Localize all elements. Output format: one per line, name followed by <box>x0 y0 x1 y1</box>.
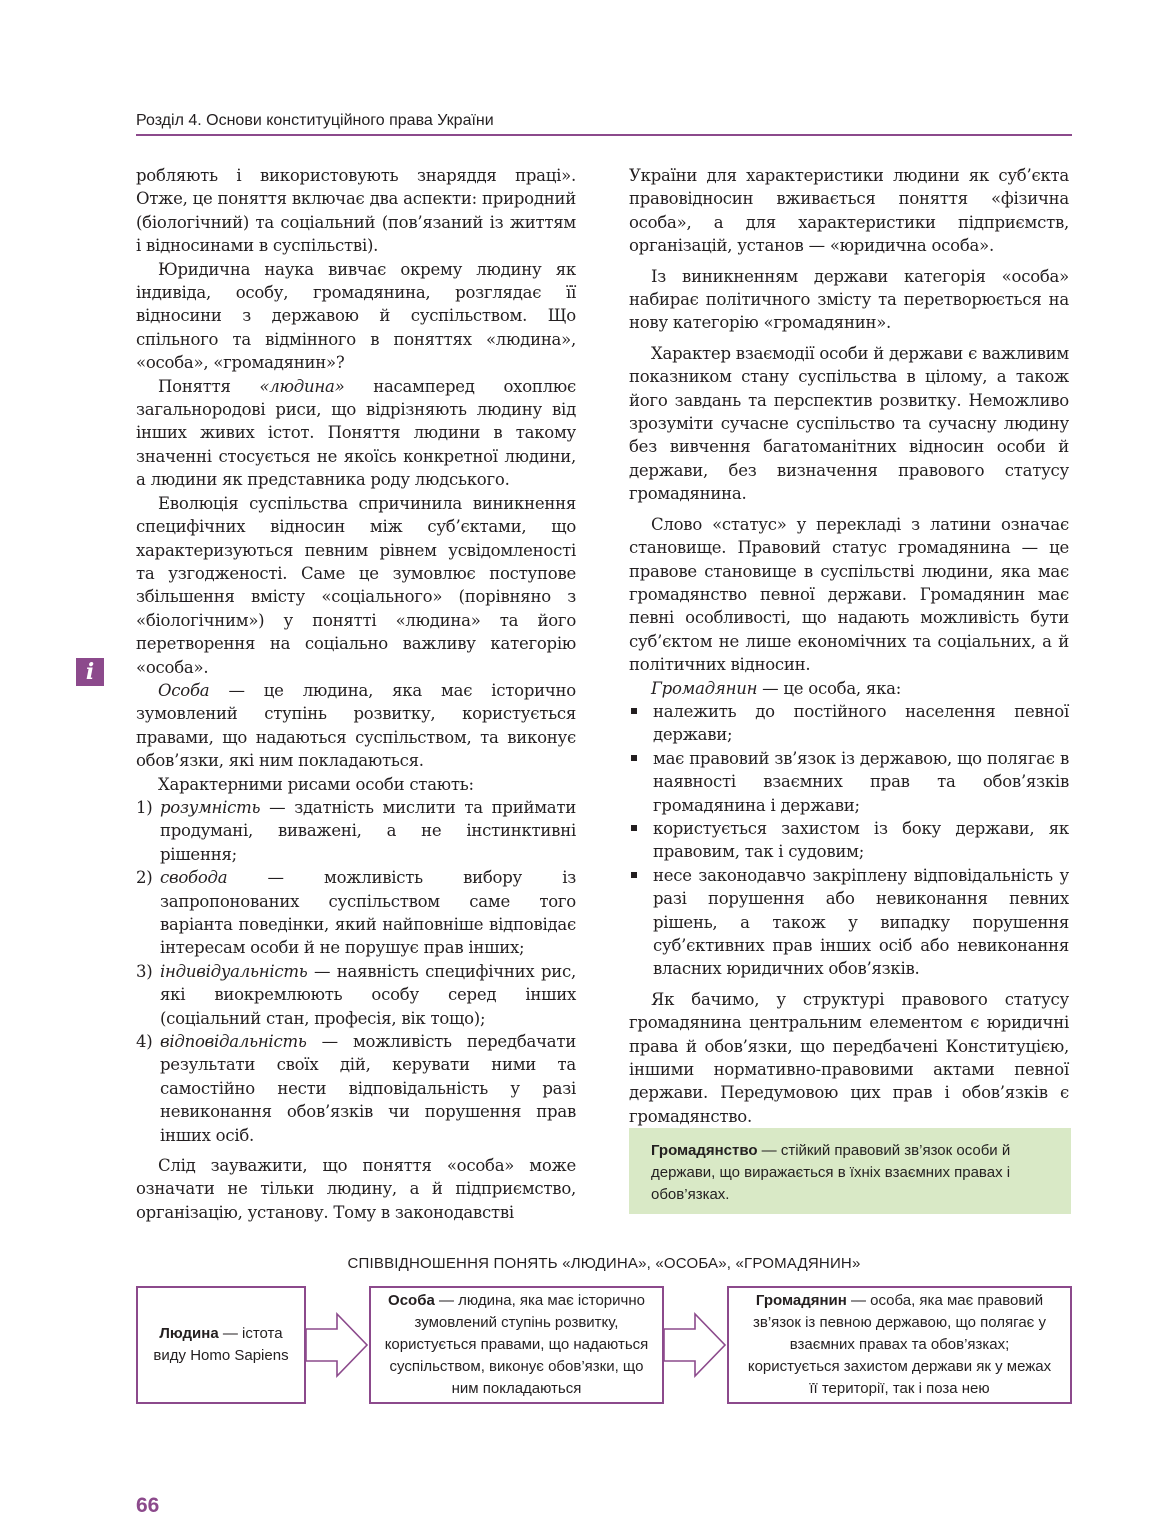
definition-box <box>629 1128 1071 1214</box>
emphasis: індивідуальність <box>160 961 308 981</box>
citizen-features-list <box>629 700 1069 981</box>
text-run: Поняття <box>158 376 260 396</box>
paragraph: Слід зауважити, що поняття «особа» може означати не тільки людину, а й підприємство, організацію, установу. Тому в законодавстві <box>136 1156 576 1222</box>
paragraph: Еволюція суспільства спричинила виникнення специфічних відносин між суб’єктами, що характеризуються певним рівнем усвідомленості та узгодженості. Саме це зумовлює поступове збільшення вмісту «соціального» (порівняно з «біологічним») у понятті «людина» та його перетворення на соціально важливу категорію «особа». <box>136 493 576 677</box>
list-number: 2) <box>136 868 153 888</box>
emphasis: Громадянин <box>651 678 758 698</box>
scheme-box-citizen <box>727 1286 1072 1404</box>
scheme-text: — людина, яка має історично зумовлений ступінь розвитку, користується правами, що надаються суспільством, виконує обов’язки, що ним покладаються <box>384 1292 649 1397</box>
arrow-right-icon <box>663 1312 727 1378</box>
scheme-title: СПІВВІДНОШЕННЯ ПОНЯТЬ «ЛЮДИНА», «ОСОБА», «ГРОМАДЯНИН» <box>347 1255 861 1272</box>
list-item <box>136 1030 576 1147</box>
list-item <box>136 866 576 960</box>
emphasis: свобода <box>160 868 228 888</box>
scheme-text: — особа, яка має правовий зв’язок із певною державою, що полягає у взаємних правах та обов’язках; користується захистом держави як у межах її території, так і поза нею <box>747 1292 1052 1397</box>
paragraph: Слово «статус» у перекладі з латини означає становище. Правовий статус громадянина — це правове становище в суспільстві людини, яка має громадянство певної держави. Громадянин має певні особливості, що надають можливість бути суб’єктом не лише економічних та соціальних, а й політичних відносин. <box>629 514 1069 675</box>
text-run: — можливість вибору із запропонованих суспільством саме того варіанта поведінки, який найповніше відповідає інтересам особи й не порушує прав інших; <box>160 868 576 958</box>
text-run: — це людина, яка має історично зумовлений ступінь розвитку, користується правами, що надаються суспільством, та виконує обов’язки, які ним покладаються. <box>136 680 576 771</box>
paragraph: Характер взаємодії особи й держави є важливим показником стану суспільства в цілому, а також його завдань та перспектив розвитку. Неможливо зрозуміти сучасне суспільство та сучасну людину без вивчення багатоманітних відносин особи й держави, без визначення правового статусу громадянина. <box>629 343 1069 504</box>
text-run: належить до постійного населення певної держави; <box>653 701 1069 745</box>
paragraph <box>136 375 576 492</box>
text-run: — це особа, яка: <box>757 678 902 698</box>
text-run: має правовий зв’язок із державою, що полягає в наявності взаємних прав та обов’язків громадянина і держави; <box>653 748 1069 815</box>
paragraph: робляють і використовують знаряддя праці». Отже, це поняття включає два аспекти: природний (біологічний) та соціальний (пов’язаний із життям і відносинами в суспільстві). <box>136 166 576 256</box>
emphasis: «людина» <box>259 376 345 396</box>
emphasis: відповідальність <box>160 1032 307 1052</box>
list-number: 3) <box>136 961 153 981</box>
right-column <box>629 164 1069 1128</box>
paragraph: Як бачимо, у структурі правового статусу громадянина центральним елементом є юридичні права й обов’язки, що передбачені Конституцією, іншими нормативно-правовими актами певної держави. Передумовою цих прав і обов’язків є громадянство. <box>629 989 1069 1126</box>
scheme-box-people <box>136 1286 306 1404</box>
list-item <box>629 817 1069 864</box>
info-icon: i <box>76 658 104 686</box>
scheme-box-person <box>369 1286 664 1404</box>
scheme-term: Громадянин <box>755 1292 847 1309</box>
list-item <box>629 864 1069 981</box>
definition-term: Громадянство <box>651 1142 758 1159</box>
page-number: 66 <box>136 1494 160 1517</box>
list-item <box>136 960 576 1030</box>
scheme-term: Особа <box>388 1292 435 1309</box>
left-column <box>136 164 576 1224</box>
list-number: 4) <box>136 1032 153 1052</box>
paragraph: Із виникненням держави категорія «особа» набирає політичного змісту та перетворюється на нову категорію «громадянин». <box>629 266 1069 333</box>
text-run: насамперед охоплює загальнородові риси, що відрізняють людину від інших живих істот. Поняття людини в такому значенні стосується не якоїсь конкретної людини, а людини як представника роду людського. <box>136 376 576 490</box>
list-item <box>629 700 1069 747</box>
bullet-icon <box>631 708 637 714</box>
emphasis: Особа <box>158 680 210 700</box>
paragraph <box>629 677 1069 700</box>
section-header: Розділ 4. Основи конституційного права України <box>136 108 1072 136</box>
list-item <box>629 747 1069 817</box>
scheme-term: Людина <box>159 1325 219 1342</box>
paragraph: Юридична наука вивчає окрему людину як індивіда, особу, громадянина, розглядає її відносини з державою й суспільством. Що спільного та відмінного в поняттях «людина», «особа», «громадянин»? <box>136 259 576 373</box>
bullet-icon <box>631 872 637 878</box>
definition-text: — стійкий правовий зв’язок особи й держави, що виражається в їхніх взаємних правах і обов’язках. <box>651 1142 1011 1203</box>
scheme-text: — істота виду Homo Sapiens <box>153 1325 289 1364</box>
list-number: 1) <box>136 797 153 817</box>
arrow-right-icon <box>305 1312 369 1378</box>
text-run: несе законодавчо закріплену відповідальність у разі порушення або невиконання певних рішень, а також у випадку порушення суб’єктивних прав інших осіб або невиконання власних юридичних обов’язків. <box>653 865 1069 979</box>
text-run: користується захистом із боку держави, як правовим, так і судовим; <box>653 818 1069 862</box>
list-item <box>136 796 576 866</box>
text-run: — наявність специфічних рис, які виокремлюють особу серед інших (соціальний стан, професія, вік тощо); <box>160 961 576 1028</box>
emphasis: розумність <box>160 797 261 817</box>
paragraph: України для характеристики людини як суб’єкта правовідносин вживається поняття «фізична особа», а для характеристики підприємств, організацій, установ — «юридична особа». <box>629 166 1069 256</box>
text-run: — можливість передбачати результати своїх дій, керувати ними та самостійно нести відповідальність у разі невиконання обов’язків чи порушення прав інших осіб. <box>160 1032 576 1145</box>
paragraph <box>136 679 576 773</box>
bullet-icon <box>631 825 637 831</box>
features-list <box>136 796 576 1147</box>
text-run: — здатність мислити та приймати продумані, виважені, а не інстинктивні рішення; <box>160 797 576 864</box>
bullet-icon <box>631 755 637 761</box>
paragraph: Характерними рисами особи стають: <box>158 774 474 794</box>
